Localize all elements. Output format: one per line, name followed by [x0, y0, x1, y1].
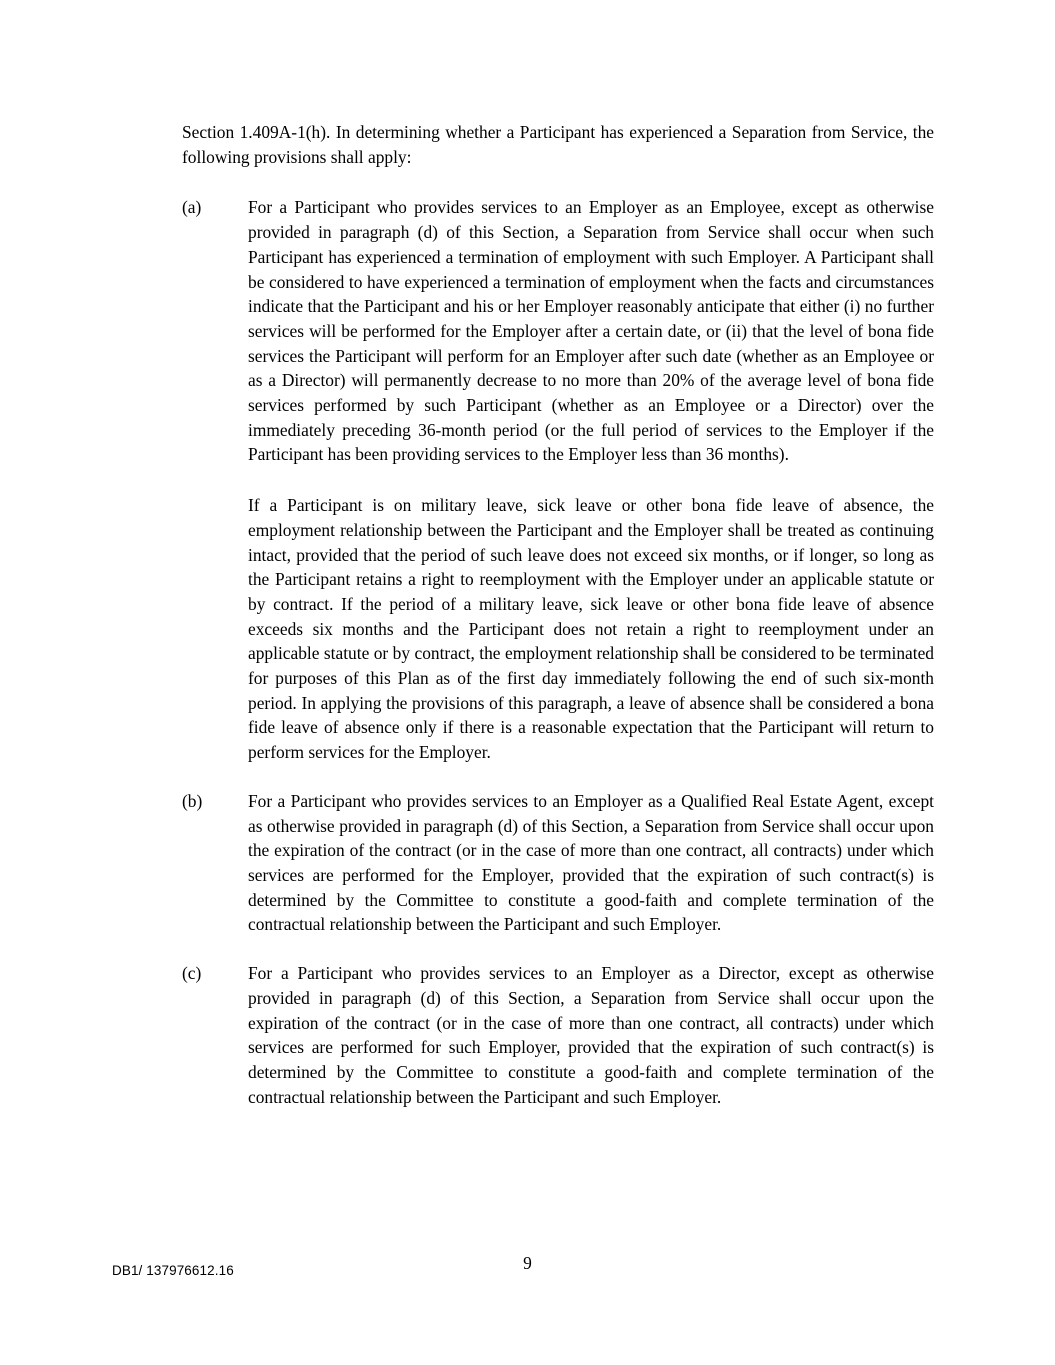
page-footer [0, 1253, 1055, 1287]
list-item-marker: (a) [182, 197, 202, 218]
intro-paragraph: Section 1.409A-1(h). In determining whether a Participant has experienced a Separation from Service, the following provisions shall apply: [182, 122, 934, 167]
list-item-body [248, 961, 934, 1109]
list-item-paragraph: For a Participant who provides services to an Employer as an Employee, except as otherwise provided in paragraph (d) of this Section, a Separation from Service shall occur when such Participant has experienced a termination of employment with such Employer. A Participant shall be considered to have experienced a termination of employment when the facts and circumstances indicate that the Participant and his or her Employer reasonably anticipate that either (i) no further services will be performed for the Employer after a certain date, or (ii) that the level of bona fide services the Participant will perform for an Employer after such date (whether as an Employee or as a Director) will permanently decrease to no more than 20% of the average level of bona fide services performed by such Participant (whether as an Employee or a Director) over the immediately preceding 36-month period (or the full period of services to the Employer if the Participant has been providing services to the Employer less than 36 months). [248, 197, 934, 465]
list-item-paragraph: For a Participant who provides services to an Employer as a Qualified Real Estate Agent, except as otherwise provided in paragraph (d) of this Section, a Separation from Service shall occur upon the expiration of the contract (or in the case of more than one contract, all contracts) under which services are performed for the Employer, provided that the expiration of such contract(s) is determined by the Committee to constitute a good-faith and complete termination of the contractual relationship between the Participant and such Employer. [248, 790, 934, 935]
list-item-marker: (b) [182, 790, 203, 811]
list-item-paragraph: If a Participant is on military leave, sick leave or other bona fide leave of absence, the employment relationship between the Participant and the Employer shall be treated as continuing intact, provided that the period of such leave does not exceed six months, or if longer, so long as the Participant retains a right to reemployment with the Employer under an applicable statute or by contract. If the period of a military leave, sick leave or other bona fide leave of absence exceeds six months and the Participant does not retain a right to reemployment under an applicable statute or by contract, the employment relationship shall be considered to be terminated for purposes of this Plan as of the first day immediately following the end of such six-month period. In applying the provisions of this paragraph, a leave of absence shall be considered a bona fide leave of absence only if there is a reasonable expectation that the Participant will return to perform services for the Employer. [248, 495, 934, 763]
list-item-body [248, 195, 934, 764]
footer-document-reference: DB1/ 137976612.16 [112, 1263, 234, 1278]
page-body [182, 120, 934, 1133]
list-item [182, 789, 934, 937]
list-item-marker: (c) [182, 963, 202, 984]
list-item [182, 195, 934, 764]
list-item [182, 961, 934, 1109]
page-number: 9 [523, 1253, 532, 1273]
list-item-paragraph: For a Participant who provides services to an Employer as a Director, except as otherwise provided in paragraph (d) of this Section, a Separation from Service shall occur upon the expiration of the contract (or in the case of more than one contract, all contracts) under which services are performed for such Employer, provided that the expiration of such contract(s) is determined by the Committee to constitute a good-faith and complete termination of the contractual relationship between the Participant and such Employer. [248, 963, 934, 1107]
list-item-body [248, 789, 934, 937]
